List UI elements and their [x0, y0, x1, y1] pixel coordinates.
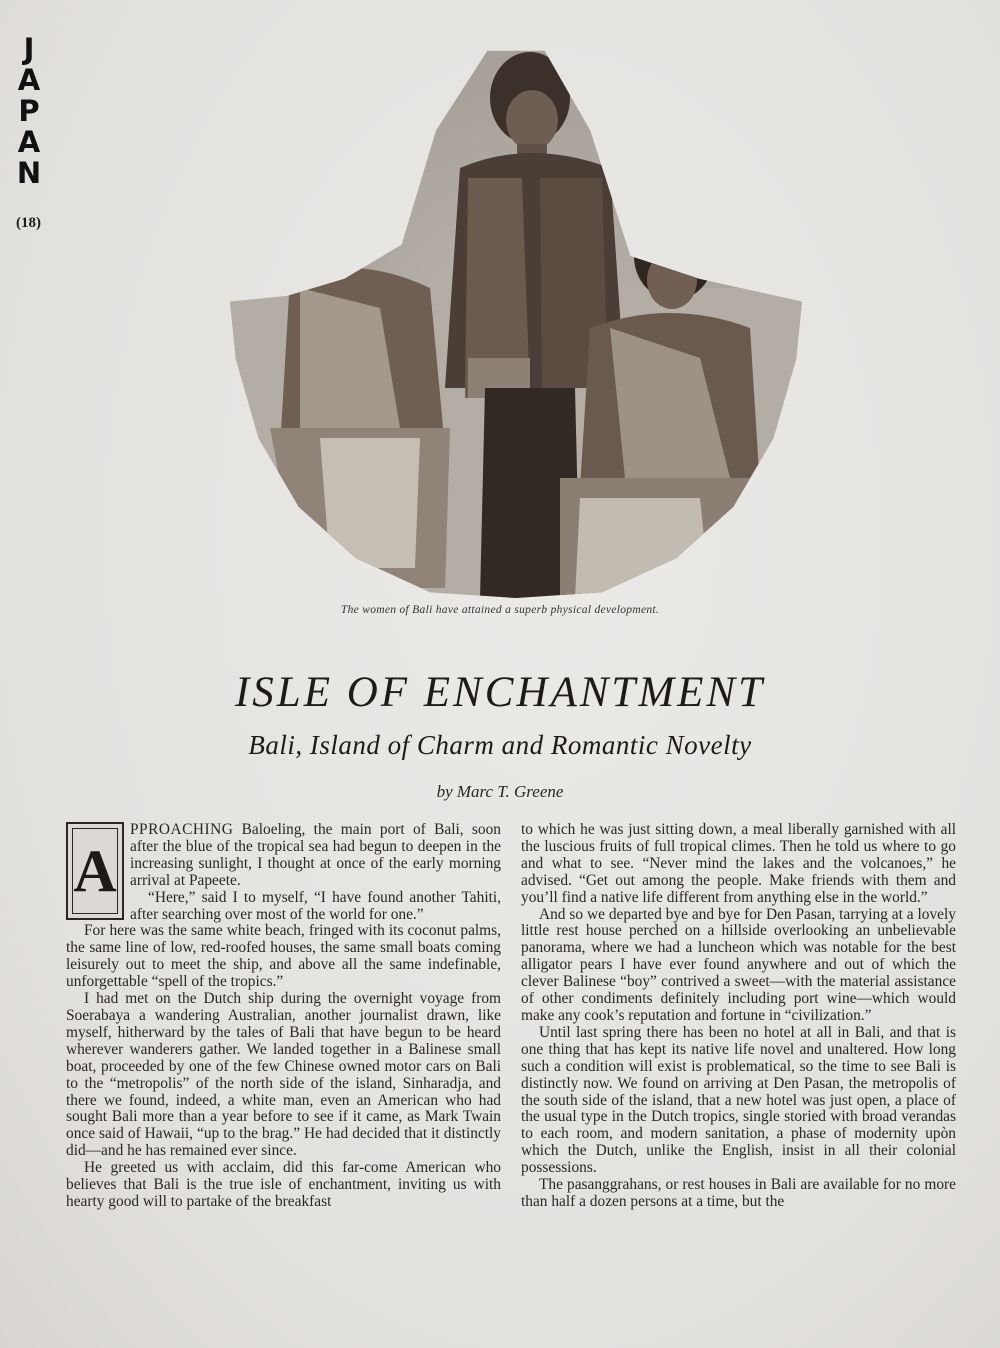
masthead-letter: P	[18, 94, 40, 128]
article-paragraph: For here was the same white beach, fringed with its coconut palms, the same line of low, red-roofed houses, the same small boats coming leisurely out to meet the ship, and above all the same indefinable, unforgettable “spell of the tropics.”	[66, 922, 501, 991]
lead-word: PPROACHING	[130, 821, 234, 838]
article-subtitle: Bali, Island of Charm and Romantic Novelty	[248, 730, 752, 760]
article-paragraph: Until last spring there has been no hotel at all in Bali, and that is one thing that has kept its native life novel and unaltered. How long such a condition will exist is problematical, so the time to see Bali is distinctly now. We found on arriving at Den Pasan, the metropolis of the south side of the island, that a new hotel was just open, a place of the usual type in the Dutch tropics, single storied with broad verandas to each room, and modern sanitation, a phase of modernity upòn which the Dutch, unlike the English, insist in all their colonial possessions.	[521, 1023, 956, 1177]
masthead-letter: N	[16, 156, 42, 190]
page-number: (18)	[16, 215, 41, 231]
article-column-left	[66, 822, 501, 1211]
masthead-letter: A	[17, 125, 41, 159]
article-paragraph: “Here,” said I to myself, “I have found another Tahiti, after searching over most of the world for one.”	[130, 888, 501, 923]
article-column-right	[521, 822, 956, 1211]
masthead-letter: J	[23, 32, 35, 66]
lead-paragraph-text: Baloeling, the main port of Bali, soon after the blue of the tropical sea had begun to deepen in the increasing sunlight, I thought at once of the early morning arrival at Papeete.	[130, 821, 501, 889]
masthead-letter: A	[17, 63, 41, 97]
article-paragraph: The pasanggrahans, or rest houses in Bali are available for no more than half a dozen persons at a time, but the	[521, 1176, 956, 1210]
article-paragraph: I had met on the Dutch ship during the overnight voyage from Soerabaya a wandering Australian, another journalist drawn, like myself, hitherward by the tales of Bali that have begun to be heard wherever wanderers gather. We landed together in a Balinese small boat, proceeded by one of the few Chinese owned motor cars on Bali to the “metropolis” of the north side of the island, Sinharadja, and there we found, indeed, a white man, even an American who had sought Bali more than a year before to see if it came, as Mark Twain once said of Hawaii, “up to the brag.” He had decided that it distinctly did—and he has remained ever since.	[66, 990, 501, 1160]
photo-caption: The women of Bali have attained a superb physical development.	[340, 604, 660, 616]
magazine-masthead	[14, 34, 44, 189]
article-title: ISLE OF ENCHANTMENT	[234, 669, 766, 716]
drop-cap-letter: A	[73, 838, 117, 904]
article-byline: by Marc T. Greene	[436, 782, 564, 801]
article-paragraph	[66, 822, 501, 890]
article-paragraph: He greeted us with acclaim, did this far-come American who believes that Bali is the true isle of enchantment, inviting us with hearty good will to partake of the breakfast	[66, 1159, 501, 1210]
ornamental-drop-cap	[66, 822, 124, 920]
article-paragraph: And so we departed bye and bye for Den Pasan, tarrying at a lovely little rest house perched on a hillside overlooking an unbelievable panorama, where we had a luncheon which was notable for the best alligator pears I have ever found anywhere and out of which the clever Balinese “boy” contrived a sweet—with the material assistance of other condiments definitely including port wine—which would make any cook’s reputation and fortune in “civilization.”	[521, 905, 956, 1024]
article-paragraph: to which he was just sitting down, a meal liberally garnished with all the luscious fruits of full tropical climes. Then he told us where to go and what to see. “Never mind the lakes and the volcanoes,” he advised. “Get out among the people. Make friends with them and you’ll find a native life different from anything else in the world.”	[521, 821, 956, 906]
